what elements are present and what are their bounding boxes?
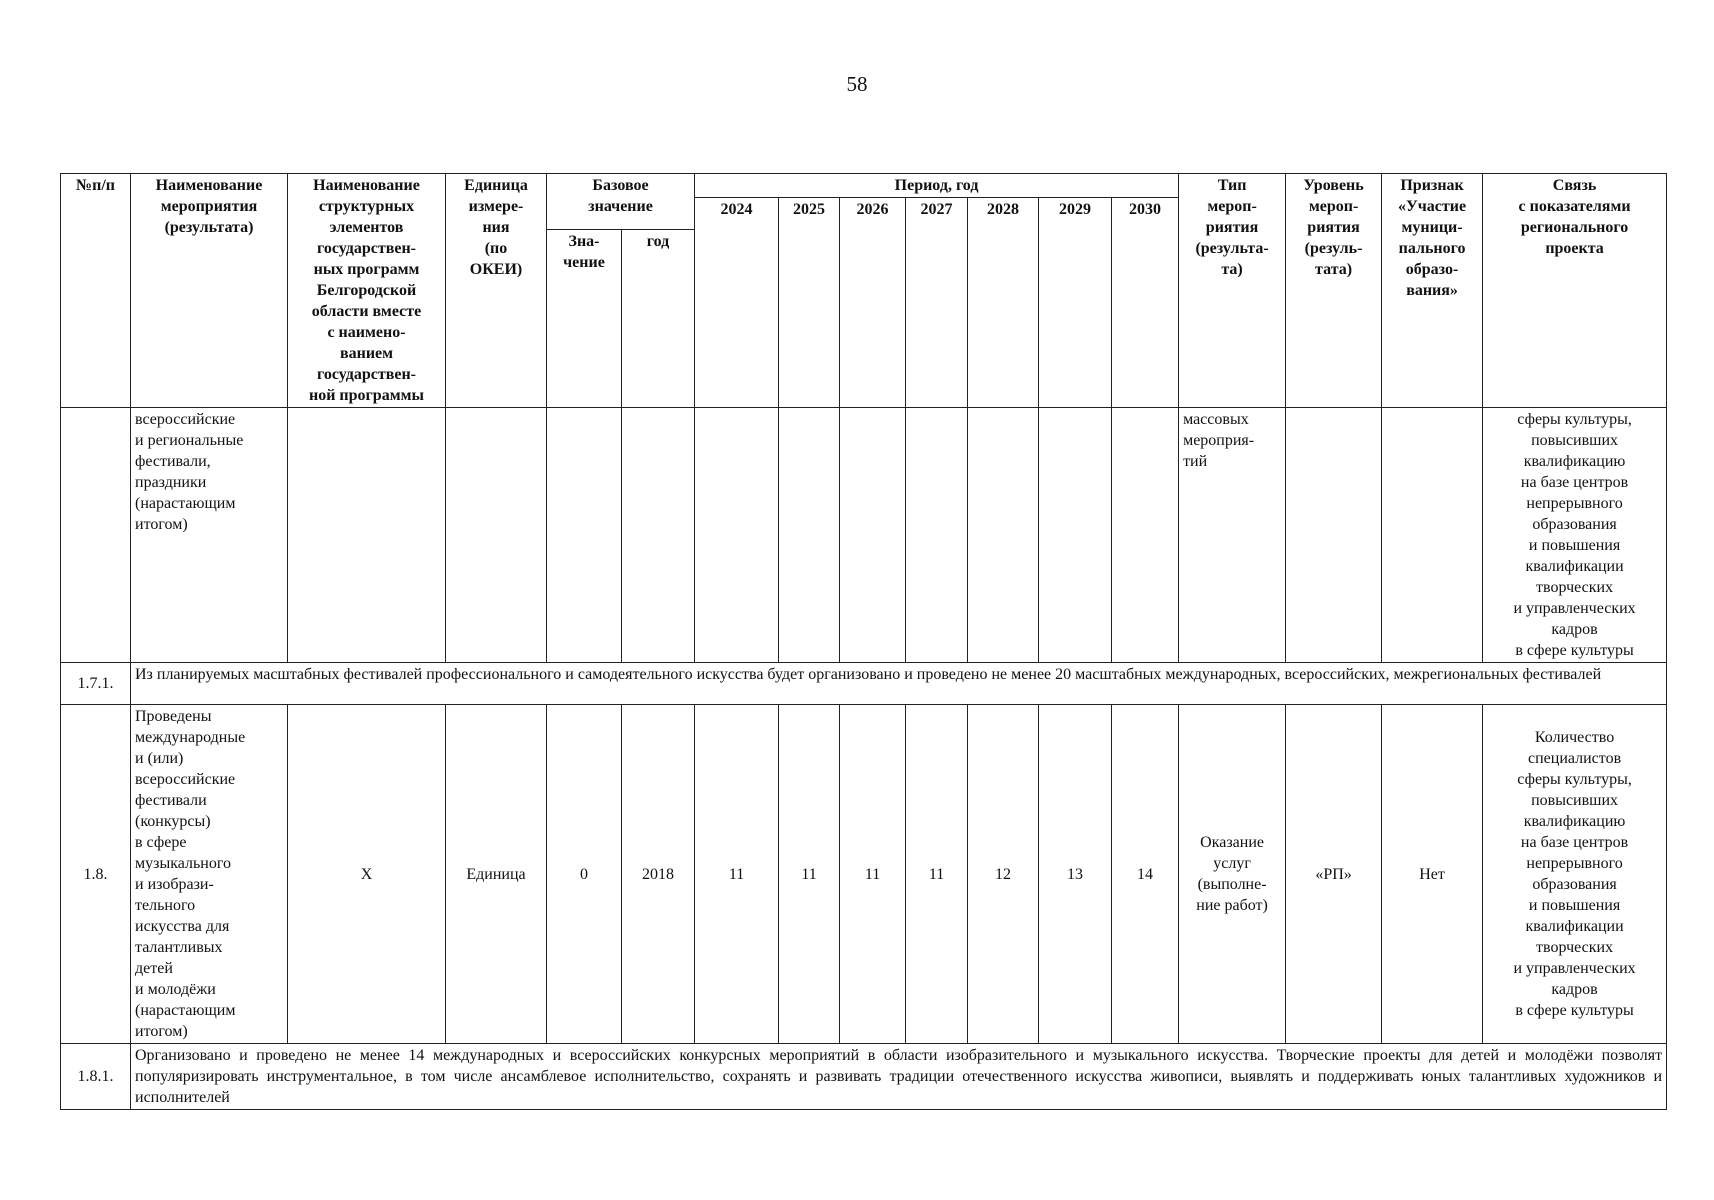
cell-event-name: всероссийские и региональные фестивали, праздники (нарастающим итогом) [131,408,288,663]
cell-struct: X [288,705,446,1044]
header-base-value-year: год [622,230,695,408]
cell-base-year: 2018 [622,705,695,1044]
table-row-continued [61,408,1667,663]
cell-num: 1.8.1. [61,1044,131,1110]
cell-value-2028: 12 [968,705,1039,1044]
cell-value-2024: 11 [695,705,779,1044]
table-row-1-8-1 [61,1044,1667,1110]
header-period: Период, год [695,174,1179,198]
cell-value-2026: 11 [840,705,906,1044]
header-struct-elements: Наименование структурных элементов государствен- ных программ Белгородской области вместе с наимено- ванием государствен- ной программы [288,174,446,408]
header-year-2024: 2024 [695,198,779,408]
cell-value-2030: 14 [1112,705,1179,1044]
cell-event-name: Проведены международные и (или) всероссийские фестивали (конкурсы) в сфере музыкального и изобрази- тельного искусства для талантливых детей и молодёжи (нарастающим итогом) [131,705,288,1044]
header-event-name: Наименование мероприятия (результата) [131,174,288,408]
header-event-type: Тип мероп- риятия (результа- та) [1179,174,1286,408]
cell-value-2029: 13 [1039,705,1112,1044]
cell-event-level: «РП» [1286,705,1382,1044]
cell-municipal-sign: Нет [1382,705,1483,1044]
cell-description: Организовано и проведено не менее 14 международных и всероссийских конкурсных мероприятий в области изобразительного и музыкального искусства. Творческие проекты для детей и молодёжи позволят популяризировать инструментальное, в том числе ансамблевое исполнительство, сохранять и развивать традиции отечественного искусства живописи, выявлять и поддерживать юных талантливых художников и исполнителей [131,1044,1667,1110]
events-table [60,173,1667,1110]
header-base-value: Базовое значение [547,174,695,230]
cell-num: 1.7.1. [61,663,131,705]
header-event-level: Уровень мероп- риятия (резуль- тата) [1286,174,1382,408]
cell-value-2025: 11 [779,705,840,1044]
cell-unit: Единица [446,705,547,1044]
header-year-2027: 2027 [906,198,968,408]
cell-base-value: 0 [547,705,622,1044]
header-year-2030: 2030 [1112,198,1179,408]
header-base-value-value: Зна- чение [547,230,622,408]
cell-num: 1.8. [61,705,131,1044]
cell-value-2027: 11 [906,705,968,1044]
header-row-1 [61,174,1667,198]
table-row-1-8 [61,705,1667,1044]
header-year-2025: 2025 [779,198,840,408]
cell-event-type: массовых мероприя- тий [1179,408,1286,663]
header-municipal-sign: Признак «Участие муници- пального образо- вания» [1382,174,1483,408]
header-unit: Единица измере- ния (по ОКЕИ) [446,174,547,408]
table-row-1-7-1 [61,663,1667,705]
header-link: Связь с показателями регионального проекта [1483,174,1667,408]
cell-event-type: Оказание услуг (выполне- ние работ) [1179,705,1286,1044]
cell-link: Количество специалистов сферы культуры, повысивших квалификацию на базе центров непрерывного образования и повышения квалификации творческих и управленческих кадров в сфере культуры [1483,705,1667,1044]
page-number: 58 [846,72,868,96]
cell-link: сферы культуры, повысивших квалификацию на базе центров непрерывного образования и повышения квалификации творческих и управленческих кадров в сфере культуры [1483,408,1667,663]
header-year-2026: 2026 [840,198,906,408]
header-year-2029: 2029 [1039,198,1112,408]
header-year-2028: 2028 [968,198,1039,408]
cell-description: Из планируемых масштабных фестивалей профессионального и самодеятельного искусства будет организовано и проведено не менее 20 масштабных международных, всероссийских, межрегиональных фестивалей [131,663,1667,705]
header-num: №п/п [61,174,131,408]
